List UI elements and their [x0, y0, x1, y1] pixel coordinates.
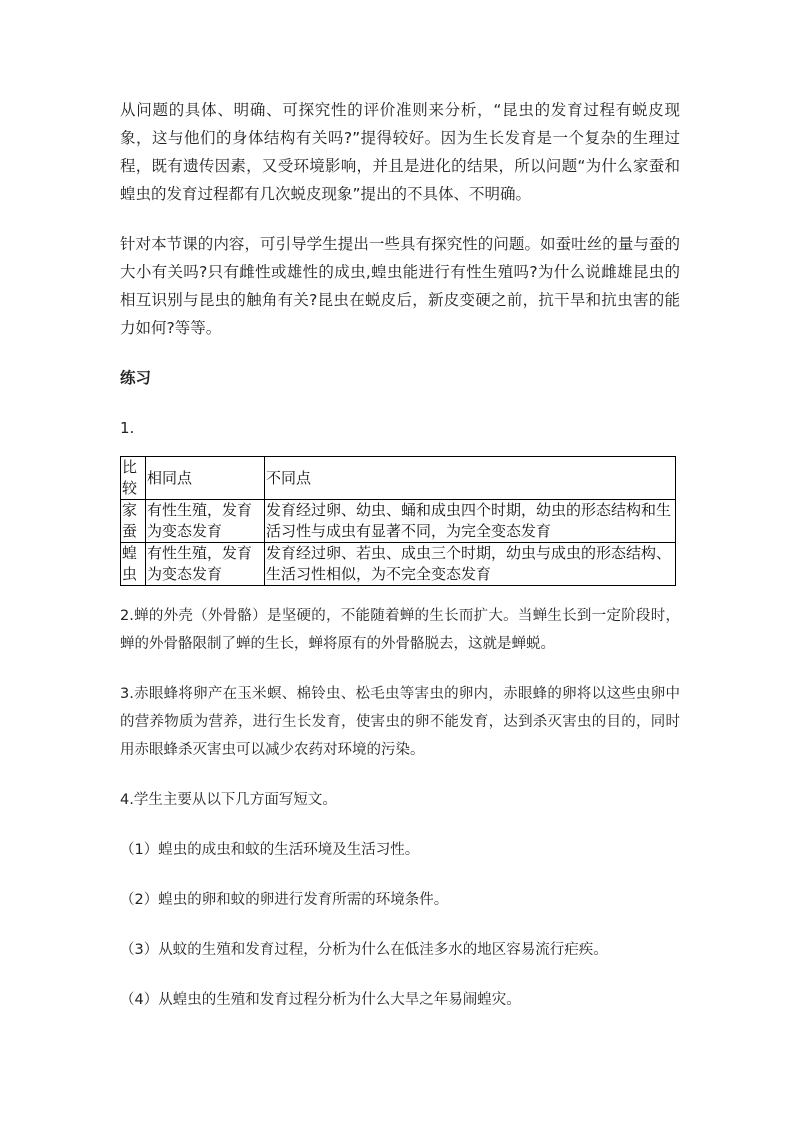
- table-row: [121, 543, 676, 586]
- intro-paragraph-2: 针对本节课的内容，可引导学生提出一些具有探究性的问题。如蚕吐丝的量与蚕的大小有关吗?只有雌性或雄性的成虫,蝗虫能进行有性生殖吗?为什么说雌雄昆虫的相互识别与昆虫的触角有关?昆虫在蜕皮后，新皮变硬之前，抗干旱和抗虫害的能力如何?等等。: [120, 235, 680, 337]
- table-row: [121, 500, 676, 543]
- answer-2: 2.蝉的外壳（外骨骼）是坚硬的，不能随着蝉的生长而扩大。当蝉生长到一定阶段时，蝉的外骨骼限制了蝉的生长，蝉将原有的外骨骼脱去，这就是蝉蜕。: [120, 608, 680, 652]
- sub-item-3: （3）从蚊的生殖和发育过程，分析为什么在低洼多水的地区容易流行疟疾。: [120, 942, 608, 958]
- answer-4: 4.学生主要从以下几方面写短文。: [120, 792, 337, 808]
- table-cell: 发育经过卵、若虫、成虫三个时期，幼虫与成虫的形态结构、生活习性相似，为不完全变态发育: [265, 543, 676, 586]
- sub-item-1: （1）蝗虫的成虫和蚊的生活环境及生活习性。: [120, 842, 420, 858]
- table-header-cell: 相同点: [146, 457, 265, 500]
- exercise-heading: 练习: [120, 369, 152, 387]
- question-1-number: 1.: [120, 419, 135, 437]
- table-cell: 家蚕: [121, 500, 146, 543]
- sub-item-4: （4）从蝗虫的生殖和发育过程分析为什么大旱之年易闹蝗灾。: [120, 992, 521, 1008]
- table-header-cell: 比较: [121, 457, 146, 500]
- table-header-row: [121, 457, 676, 500]
- table-cell: 有性生殖，发育为变态发育: [146, 543, 265, 586]
- intro-paragraph-1: 从问题的具体、明确、可探究性的评价准则来分析，“昆虫的发育过程有蜕皮现象，这与他们的身体结构有关吗?”提得较好。因为生长发育是一个复杂的生理过程，既有遗传因素，又受环境影响，并且是进化的结果，所以问题“为什么家蚕和蝗虫的发育过程都有几次蜕皮现象”提出的不具体、不明确。: [120, 101, 680, 203]
- table-cell: 蝗虫: [121, 543, 146, 586]
- sub-item-2: （2）蝗虫的卵和蚊的卵进行发育所需的环境条件。: [120, 892, 449, 908]
- answer-3: 3.赤眼蜂将卵产在玉米螟、棉铃虫、松毛虫等害虫的卵内，赤眼蜂的卵将以这些虫卵中的营养物质为营养，进行生长发育，使害虫的卵不能发育，达到杀灭害虫的目的，同时用赤眼蜂杀灭害虫可以减少农药对环境的污染。: [120, 686, 680, 758]
- table-cell: 有性生殖，发育为变态发育: [146, 500, 265, 543]
- comparison-table: [120, 456, 676, 586]
- table-header-cell: 不同点: [265, 457, 676, 500]
- document-page: [120, 96, 680, 1036]
- table-cell: 发育经过卵、幼虫、蛹和成虫四个时期，幼虫的形态结构和生活习性与成虫有显著不同，为完全变态发育: [265, 500, 676, 543]
